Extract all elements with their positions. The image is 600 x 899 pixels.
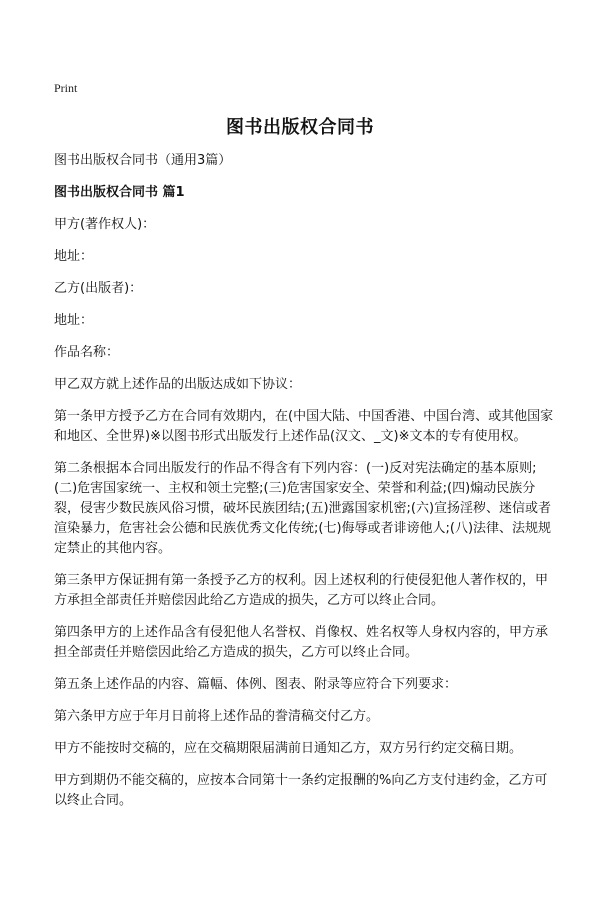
party-a-address-line: 地址： <box>54 249 94 264</box>
late-delivery-paragraph: 甲方不能按时交稿的，应在交稿期限届满前日通知乙方，双方另行约定交稿日期。 <box>54 741 523 756</box>
article-6-paragraph: 第六条甲方应于年月日前将上述作品的誊清稿交付乙方。 <box>54 709 380 724</box>
document-title: 图书出版权合同书 <box>226 117 374 138</box>
agreement-intro-paragraph: 甲乙双方就上述作品的出版达成如下协议： <box>54 377 302 392</box>
party-a-line: 甲方(著作权人)： <box>54 217 156 232</box>
print-link[interactable]: Print <box>54 81 78 95</box>
breach-paragraph: 甲方到期仍不能交稿的，应按本合同第十一条约定报酬的%向乙方支付违约金，乙方可以终止合同。 <box>54 773 548 808</box>
work-name-line: 作品名称： <box>54 345 120 360</box>
party-b-address-line: 地址： <box>54 313 94 328</box>
document-subtitle: 图书出版权合同书（通用3篇） <box>54 153 232 168</box>
party-b-line: 乙方(出版者)： <box>54 281 143 296</box>
article-5-paragraph: 第五条上述作品的内容、篇幅、体例、图表、附录等应符合下列要求： <box>54 677 458 692</box>
document-body <box>54 151 554 823</box>
article-3-paragraph: 第三条甲方保证拥有第一条授予乙方的权利。因上述权利的行使侵犯他人著作权的，甲方承担全部责任并赔偿因此给乙方造成的损失，乙方可以终止合同。 <box>54 573 549 608</box>
section-title: 图书出版权合同书 篇1 <box>54 185 185 200</box>
article-1-paragraph: 第一条甲方授予乙方在合同有效期内，在(中国大陆、中国香港、中国台湾、或其他国家和地区、全世界)※以图书形式出版发行上述作品(汉文、_文)※文本的专有使用权。 <box>54 409 554 444</box>
article-4-paragraph: 第四条甲方的上述作品含有侵犯他人名誉权、肖像权、姓名权等人身权内容的，甲方承担全部责任并赔偿因此给乙方造成的损失，乙方可以终止合同。 <box>54 625 549 660</box>
article-2-paragraph: 第二条根据本合同出版发行的作品不得含有下列内容：(一)反对宪法确定的基本原则;(二)危害国家统一、主权和领土完整;(三)危害国家安全、荣誉和利益;(四)煽动民族分裂，侵害少数民族风俗习惯，破坏民族团结;(五)泄露国家机密;(六)宣扬淫秽、迷信或者渲染暴力，危害社会公德和民族优秀文化传统;(七)侮辱或者诽谤他人;(八)法律、法规规定禁止的其他内容。 <box>54 461 552 556</box>
